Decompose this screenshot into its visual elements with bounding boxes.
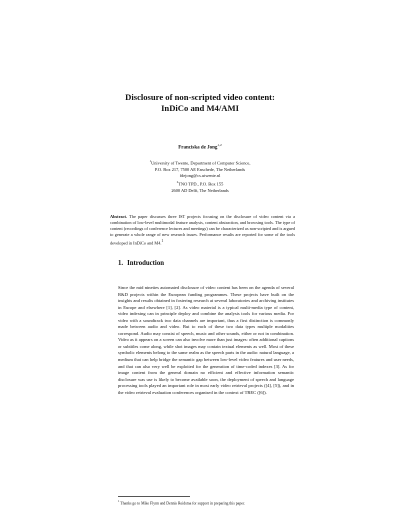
abstract [110, 214, 295, 246]
affiliation-mark-2: 2 [176, 180, 179, 185]
affiliation-line-5: 2600 AD Delft, The Netherlands [171, 187, 229, 193]
footnote-mark: 1 [118, 500, 120, 503]
affiliation-email: fdejong@cs.utwente.nl [179, 172, 221, 178]
section-number: 1. [118, 260, 124, 267]
footnote [118, 499, 318, 506]
section-title: Introduction [127, 260, 164, 267]
section-heading [118, 259, 164, 268]
title-line-2: InDiCo and M4/AMI [161, 103, 239, 113]
paper-title [60, 92, 340, 114]
abstract-text: The paper discusses three IST projects focusing on the disclosure of video content via a combination of low-level multimodal feature analysis, content abstraction, and browsing tools. The type of content (recordings of conference lectures and meetings) can be characterized as non-scripted and is argued to generate a whole range of new research issues. Performance results are reported for some of the tools developed in InDiCo and M4. [110, 214, 295, 246]
title-line-1: Disclosure of non-scripted video content: [125, 92, 275, 102]
affiliation-line-2: P.O. Box 217, 7500 AE Enschede, The Netherlands [154, 166, 246, 172]
affiliation-mark-1: 1 [149, 159, 152, 163]
author-line [60, 142, 340, 152]
footnote-divider [118, 496, 190, 497]
author-name: Franciska de Jong [178, 145, 218, 151]
abstract-footnote-mark: 1 [161, 239, 164, 243]
footnote-text: Thanks go to Mike Flynn and Dennis Reidsma for support in preparing this paper. [120, 501, 245, 506]
affiliations [90, 158, 310, 194]
abstract-label: Abstract. [110, 214, 128, 219]
affiliation-line-1: $^1$University of Twente, Department of Computer Science, [149, 159, 251, 166]
affiliation-line-4: $^2$TNO TPD., P.O. Box 155 [176, 180, 224, 187]
body-paragraph: Since the mid nineties automated disclosure of video content has been on the agenda of several R&D projects within the European funding programmes. These projects have built on the insights and results obtained in fostering research at several laboratories and archiving institutes in Europe and elsewhere [1], [2]. As video material is a typical multi-media type of content, video indexing can in principle deploy and combine the analysis tools for various media. For video with a soundtrack two data channels are important, thus a first distinction is commonly made between audio and video. But to each of these two data types multiple modalities correspond. Audio may consist of speech, music and other sounds, either or not in combination. Video as it appears on a screen can also involve more than just images: often additional captions or subtitles come along, while shot images may contain textual elements as well. Most of these symbolic elements belong to the same realm as the speech parts in the audio: natural language, a medium that can help bridge the semantic gap between low-level video features and user needs, and that can also very well be exploited for the generation of time-coded indexes [3]. As for image content from the general domain no efficient and effective information semantic disclosure was use is likely to become available soon, the deployment of speech and language processing tools played an important role in most early video retrieval projects ([4], [5]), and in the video retrieval evaluation conferences organised in the context of TREC ([6]). [118, 285, 294, 395]
author-marks: 1,2 [217, 143, 222, 147]
